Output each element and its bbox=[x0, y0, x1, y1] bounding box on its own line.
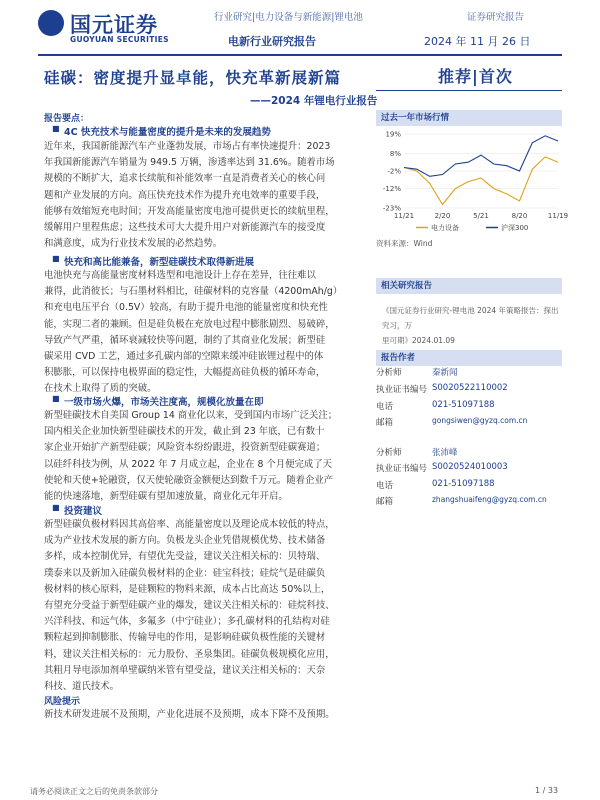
company-logo-icon bbox=[38, 10, 64, 36]
analyst-email-link[interactable]: gongsiwen@gyzq.com.cn bbox=[432, 416, 528, 425]
text-line: 料，建议关注相关标的：元力股份、圣泉集团。硅碳负极规模化应用， bbox=[44, 648, 335, 660]
analyst-phone-label: 电话 bbox=[376, 402, 394, 412]
section-body-4 bbox=[44, 517, 368, 695]
chart-ytick-label: 19% bbox=[385, 130, 401, 139]
text-line: 积膨胀，可以保持电极界面的稳定性，大幅提高硅负极的循环寿命， bbox=[44, 367, 326, 379]
chart-header: 过去一年市场行情 bbox=[376, 110, 562, 126]
text-line: 家企业开始扩产新型硅碳；风险资本纷纷跟进，投资新型硅碳赛道； bbox=[44, 442, 326, 454]
chart-series-line bbox=[404, 157, 558, 205]
text-line: 导致产气严重，循环衰减较快等问题，制约了其商业化发展；新型硅 bbox=[44, 334, 326, 346]
chart-xtick-label: 11/21 bbox=[393, 212, 415, 220]
section-body-2 bbox=[44, 268, 368, 398]
text-line: 和满意度，成为行业技术发展的必然趋势。 bbox=[44, 238, 223, 250]
rating-divider bbox=[376, 90, 562, 91]
summary-label: 报告要点： bbox=[44, 114, 90, 124]
section-heading-3: ■ 一级市场火爆，市场关注度高，规模化放量在即 bbox=[64, 394, 264, 408]
chart-xtick-label: 8/20 bbox=[511, 212, 528, 220]
analyst-name: 秦新闻 bbox=[432, 368, 458, 378]
chart-xtick-label: 5/21 bbox=[473, 212, 489, 220]
analyst-cert: S0020522110002 bbox=[432, 383, 508, 393]
risk-text: 新技术研发进展不及预期，产业化进展不及预期，成本下降不及预期。 bbox=[44, 709, 335, 720]
header-divider bbox=[38, 54, 562, 56]
analyst-phone: 021-51097188 bbox=[432, 400, 495, 410]
text-line: 能的快速落地，新型硅碳有望加速放量，商业化元年开启。 bbox=[44, 491, 288, 503]
analyst-email-label: 邮箱 bbox=[376, 418, 394, 428]
chart-xtick-label: 2/20 bbox=[434, 212, 451, 220]
chart-legend-label: 沪深300 bbox=[501, 224, 529, 232]
text-line: 新型硅碳负极材料因其高倍率、高能量密度以及理论成本较低的特点， bbox=[44, 519, 335, 530]
analyst-name: 张沛峰 bbox=[432, 448, 458, 458]
header-categories: 行业研究|电力设备与新能源|锂电池 bbox=[214, 12, 363, 23]
chart-legend-label: 电力设备 bbox=[431, 224, 459, 232]
text-line: 以硅纤科技为例，从 2022 年 7 月成立起，企业在 8 个月便完成了天 bbox=[44, 458, 333, 470]
related-line: 《国元证券行业研究-锂电池 2024 年策略报告：探出究习，万 bbox=[382, 306, 559, 330]
section-heading-1: ■ 4C 快充技术与能量密度的提升是未来的发展趋势 bbox=[64, 124, 271, 138]
report-main-title: 硅碳：密度提升显卓能，快充革新展新篇 bbox=[44, 69, 342, 87]
chart-ytick-label: 8% bbox=[389, 149, 401, 158]
chart-source: 资料来源：Wind bbox=[376, 239, 433, 248]
text-line: 能够有效缩短充电时间；开发高能量密度电池可提供更长的续航里程， bbox=[44, 205, 335, 217]
text-line: 科技、道氏技术。 bbox=[44, 681, 120, 693]
related-line: 里可期》2024.01.09 bbox=[382, 336, 455, 345]
text-line: 极材料的核心原料，是硅颗粒的物料来源，成本占比高达 50%以上， bbox=[44, 583, 331, 595]
header-report-type: 证券研究报告 bbox=[467, 12, 525, 23]
footer-disclaimer: 请务必阅读正文之后的免责条款部分 bbox=[30, 787, 158, 796]
chart-series-line bbox=[404, 136, 558, 177]
section-body-1 bbox=[44, 139, 368, 252]
text-line: 在技术上取得了质的突破。 bbox=[44, 383, 157, 395]
text-line: 碳采用 CVD 工艺，通过多孔碳内部的空隙来缓冲硅嵌锂过程中的体 bbox=[44, 351, 324, 363]
text-line: 题和产业发展的方向。高压快充技术作为提升充电效率的重要手段， bbox=[44, 189, 326, 201]
analyst-role: 分析师 bbox=[376, 368, 402, 378]
text-line: 规模的不断扩大，追求长续航和补能效率一直是消费者关心的核心问 bbox=[44, 173, 326, 185]
risk-label: 风险提示 bbox=[44, 697, 81, 707]
text-line: 兴洋科技、和远气体，多氟多（中宁硅业）；多孔碳材料的孔结构对硅 bbox=[44, 616, 330, 628]
text-line: 有望充分受益于新型硅碳产业的爆发，建议关注相关标的：硅烷科技、 bbox=[44, 600, 335, 612]
text-line: 和充电电压平台（0.5V）较高，有助于提升电池的能量密度和快充性 bbox=[44, 302, 328, 314]
text-line: 年我国新能源汽车销量为 949.5 万辆，渗透率达到 31.6%。随着市场 bbox=[44, 157, 335, 169]
text-line: 国内相关企业加快新型硅碳技术的开发，截止到 23 年底，已有数十 bbox=[44, 426, 325, 438]
authors-header: 报告作者 bbox=[376, 350, 562, 366]
text-line: 璞泰来以及新加入硅碳负极材料的企业：硅宝科技；硅烷气是硅碳负 bbox=[44, 567, 326, 579]
analyst-role: 分析师 bbox=[376, 448, 402, 458]
section-heading-4: ■ 投资建议 bbox=[64, 503, 102, 517]
analyst-phone: 021-51097188 bbox=[432, 479, 495, 489]
analyst-email-label: 邮箱 bbox=[376, 497, 394, 507]
chart-ytick-label: -2% bbox=[387, 167, 401, 176]
text-line: 颗粒起到抑制膨胀、传输导电的作用，是影响硅碳负极性能的关键材 bbox=[44, 632, 326, 644]
analyst-phone-label: 电话 bbox=[376, 481, 394, 491]
header-date: 2024 年 11 月 26 日 bbox=[424, 35, 531, 48]
text-line: 缓解用户里程焦虑；这些技术可大大提升用户对新能源汽车的接受度 bbox=[44, 222, 326, 234]
text-line: 成为产业技术发展的新方向。负极龙头企业凭借规模优势、技术储备 bbox=[44, 535, 326, 547]
analyst-cert-label: 执业证书编号 bbox=[376, 464, 428, 474]
text-line: 多样，成本控制优异，有望优先受益，建议关注相关标的：贝特瑞、 bbox=[44, 551, 326, 563]
chart-xtick-label: 11/19 bbox=[547, 212, 569, 220]
rating-badge: 推荐|首次 bbox=[438, 67, 513, 86]
text-line: 电池快充与高能量密度材料选型和电池设计上存在差异，往往难以 bbox=[44, 270, 316, 281]
analyst-email-link[interactable]: zhangshuaifeng@gyzq.com.cn bbox=[432, 495, 547, 504]
section-heading-2: ■ 快充和高比能兼备，新型硅碳技术取得新进展 bbox=[64, 254, 254, 268]
related-report-link[interactable] bbox=[382, 303, 562, 348]
logo-text-en: GUOYUAN SECURITIES bbox=[70, 35, 169, 44]
section-body-3 bbox=[44, 408, 368, 505]
market-chart bbox=[376, 128, 569, 238]
text-line: 兼得，此消彼长；与石墨材料相比，硅碳材料的克容量（4200mAh/g） bbox=[44, 286, 343, 298]
text-line: 其粗月导电添加剂单壁碳纳米管有望受益，建议关注相关标的：天奈 bbox=[44, 664, 326, 676]
analyst-cert: S0020524010003 bbox=[432, 462, 508, 472]
related-header: 相关研究报告 bbox=[376, 278, 562, 294]
analyst-cert-label: 执业证书编号 bbox=[376, 385, 428, 395]
text-line: 能，实现二者的兼顾。但是硅负极在充放电过程中膨胀剧烈、易破碎， bbox=[44, 318, 335, 330]
header-report-title: 电新行业研究报告 bbox=[228, 35, 316, 48]
text-line: 使轮和天使+轮融资，仅天使轮融资金额便达到数千万元。随着企业产 bbox=[44, 474, 334, 486]
text-line: 新型硅碳技术自美国 Group 14 商业化以来，受到国内市场广泛关注； bbox=[44, 410, 338, 421]
page-number: 1 / 33 bbox=[535, 786, 559, 795]
text-line: 近年来，我国新能源汽车产业蓬勃发展，市场占有率快速提升：2023 bbox=[44, 141, 331, 152]
report-subtitle: ——2024 年锂电行业报告 bbox=[250, 95, 378, 107]
chart-ytick-label: -12% bbox=[382, 185, 401, 194]
logo-text-cn: 国元证券 bbox=[70, 13, 158, 37]
chart-ytick-label: -23% bbox=[382, 204, 401, 213]
